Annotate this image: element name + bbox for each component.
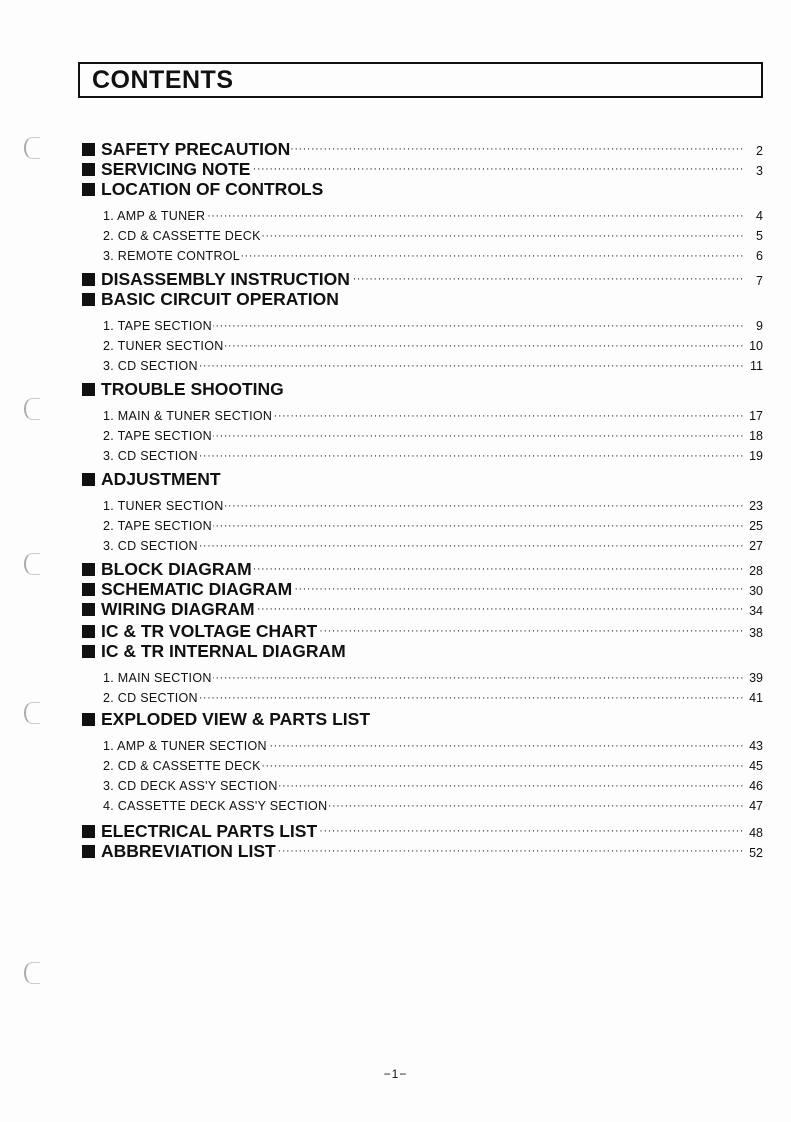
toc-label: LOCATION OF CONTROLS [101, 179, 324, 199]
toc-label: 3. CD SECTION [103, 539, 198, 553]
square-bullet-icon [82, 625, 95, 638]
toc-label: 1. MAIN SECTION [103, 671, 212, 685]
toc-page-number: 41 [749, 691, 763, 705]
toc-page-number: 43 [749, 739, 763, 753]
toc-label: 3. CD SECTION [103, 359, 198, 373]
toc-page-number: 45 [749, 759, 763, 773]
page-number-footer: −1− [383, 1067, 408, 1081]
dot-leader [82, 138, 745, 160]
toc-page-number: 2 [756, 144, 763, 158]
toc-label: 3. CD DECK ASS'Y SECTION [103, 779, 278, 793]
binder-hole-mark [24, 702, 40, 724]
dot-leader [82, 820, 745, 842]
square-bullet-icon [82, 383, 95, 396]
dot-leader [103, 778, 745, 794]
dot-leader [82, 598, 745, 620]
square-bullet-icon [82, 825, 95, 838]
toc-section-heading [82, 468, 221, 490]
toc-label: WIRING DIAGRAM [101, 599, 255, 619]
square-bullet-icon [82, 563, 95, 576]
toc-label: SERVICING NOTE [101, 159, 251, 179]
toc-page-number: 47 [749, 799, 763, 813]
toc-page-number: 48 [749, 826, 763, 840]
dot-leader [103, 670, 745, 686]
square-bullet-icon [82, 583, 95, 596]
toc-page-number: 18 [749, 429, 763, 443]
square-bullet-icon [82, 603, 95, 616]
dot-leader [103, 798, 745, 814]
toc-section-heading [82, 378, 284, 400]
dot-leader [82, 158, 745, 180]
dot-leader [103, 338, 745, 354]
toc-page-number: 6 [756, 249, 763, 263]
toc-page-number: 27 [749, 539, 763, 553]
dot-leader [103, 408, 745, 424]
toc-label: 1. AMP & TUNER SECTION [103, 739, 267, 753]
toc-label: ELECTRICAL PARTS LIST [101, 821, 318, 841]
dot-leader [82, 840, 745, 862]
toc-page-number: 11 [750, 359, 763, 373]
toc-label: BLOCK DIAGRAM [101, 559, 252, 579]
dot-leader [103, 208, 745, 224]
square-bullet-icon [82, 183, 95, 196]
toc-label: IC & TR INTERNAL DIAGRAM [101, 641, 346, 661]
square-bullet-icon [82, 293, 95, 306]
contents-title-box [78, 62, 763, 98]
square-bullet-icon [82, 473, 95, 486]
page-title: CONTENTS [92, 66, 234, 94]
dot-leader [103, 228, 745, 244]
toc-page-number: 5 [756, 229, 763, 243]
toc-label: SCHEMATIC DIAGRAM [101, 579, 293, 599]
dot-leader [103, 248, 745, 264]
toc-label: 2. CD SECTION [103, 691, 198, 705]
binder-hole-mark [24, 137, 40, 159]
dot-leader [103, 448, 745, 464]
toc-label: 1. MAIN & TUNER SECTION [103, 409, 273, 423]
toc-page-number: 19 [749, 449, 763, 463]
dot-leader [103, 498, 745, 514]
toc-label: 2. TUNER SECTION [103, 339, 224, 353]
toc-page-number: 39 [749, 671, 763, 685]
dot-leader [103, 428, 745, 444]
toc-page-number: 23 [749, 499, 763, 513]
dot-leader [82, 620, 745, 642]
toc-label: 2. TAPE SECTION [103, 519, 212, 533]
toc-label: 2. CD & CASSETTE DECK [103, 759, 261, 773]
toc-label: ABBREVIATION LIST [101, 841, 276, 861]
square-bullet-icon [82, 163, 95, 176]
binder-hole-mark [24, 962, 40, 984]
dot-leader [103, 318, 745, 334]
toc-page-number: 52 [749, 846, 763, 860]
dot-leader [103, 690, 745, 706]
toc-label: EXPLODED VIEW & PARTS LIST [101, 709, 371, 729]
toc-section-heading [82, 640, 346, 662]
toc-label: 3. CD SECTION [103, 449, 198, 463]
square-bullet-icon [82, 645, 95, 658]
toc-page-number: 9 [756, 319, 763, 333]
toc-label: 3. REMOTE CONTROL [103, 249, 241, 263]
toc-page-number: 28 [749, 564, 763, 578]
toc-label: TROUBLE SHOOTING [101, 379, 284, 399]
binder-hole-mark [24, 553, 40, 575]
toc-section-heading [82, 708, 370, 730]
dot-leader [103, 738, 745, 754]
toc-page-number: 46 [749, 779, 763, 793]
toc-section-heading [82, 178, 323, 200]
toc-label: 1. TAPE SECTION [103, 319, 212, 333]
dot-leader [103, 758, 745, 774]
toc-label: 2. CD & CASSETTE DECK [103, 229, 261, 243]
square-bullet-icon [82, 273, 95, 286]
dot-leader [103, 538, 745, 554]
toc-page-number: 17 [749, 409, 763, 423]
toc-page-number: 30 [749, 584, 763, 598]
dot-leader [82, 578, 745, 600]
toc-label: IC & TR VOLTAGE CHART [101, 621, 318, 641]
toc-label: DISASSEMBLY INSTRUCTION [101, 269, 350, 289]
toc-label: ADJUSTMENT [101, 469, 221, 489]
dot-leader [103, 518, 745, 534]
toc-section-heading [82, 288, 339, 310]
toc-label: 1. TUNER SECTION [103, 499, 224, 513]
binder-hole-mark [24, 398, 40, 420]
toc-label: BASIC CIRCUIT OPERATION [101, 289, 339, 309]
toc-label: SAFETY PRECAUTION [101, 139, 291, 159]
toc-page-number: 10 [749, 339, 763, 353]
toc-label: 1. AMP & TUNER [103, 209, 206, 223]
toc-label: 4. CASSETTE DECK ASS'Y SECTION [103, 799, 328, 813]
square-bullet-icon [82, 845, 95, 858]
toc-page-number: 34 [749, 604, 763, 618]
toc-page-number: 38 [749, 626, 763, 640]
toc-page-number: 25 [749, 519, 763, 533]
dot-leader [82, 268, 745, 290]
toc-page-number: 7 [756, 274, 763, 288]
square-bullet-icon [82, 713, 95, 726]
square-bullet-icon [82, 143, 95, 156]
dot-leader [82, 558, 745, 580]
dot-leader [103, 358, 745, 374]
toc-label: 2. TAPE SECTION [103, 429, 212, 443]
toc-page-number: 4 [756, 209, 763, 223]
toc-page-number: 3 [756, 164, 763, 178]
